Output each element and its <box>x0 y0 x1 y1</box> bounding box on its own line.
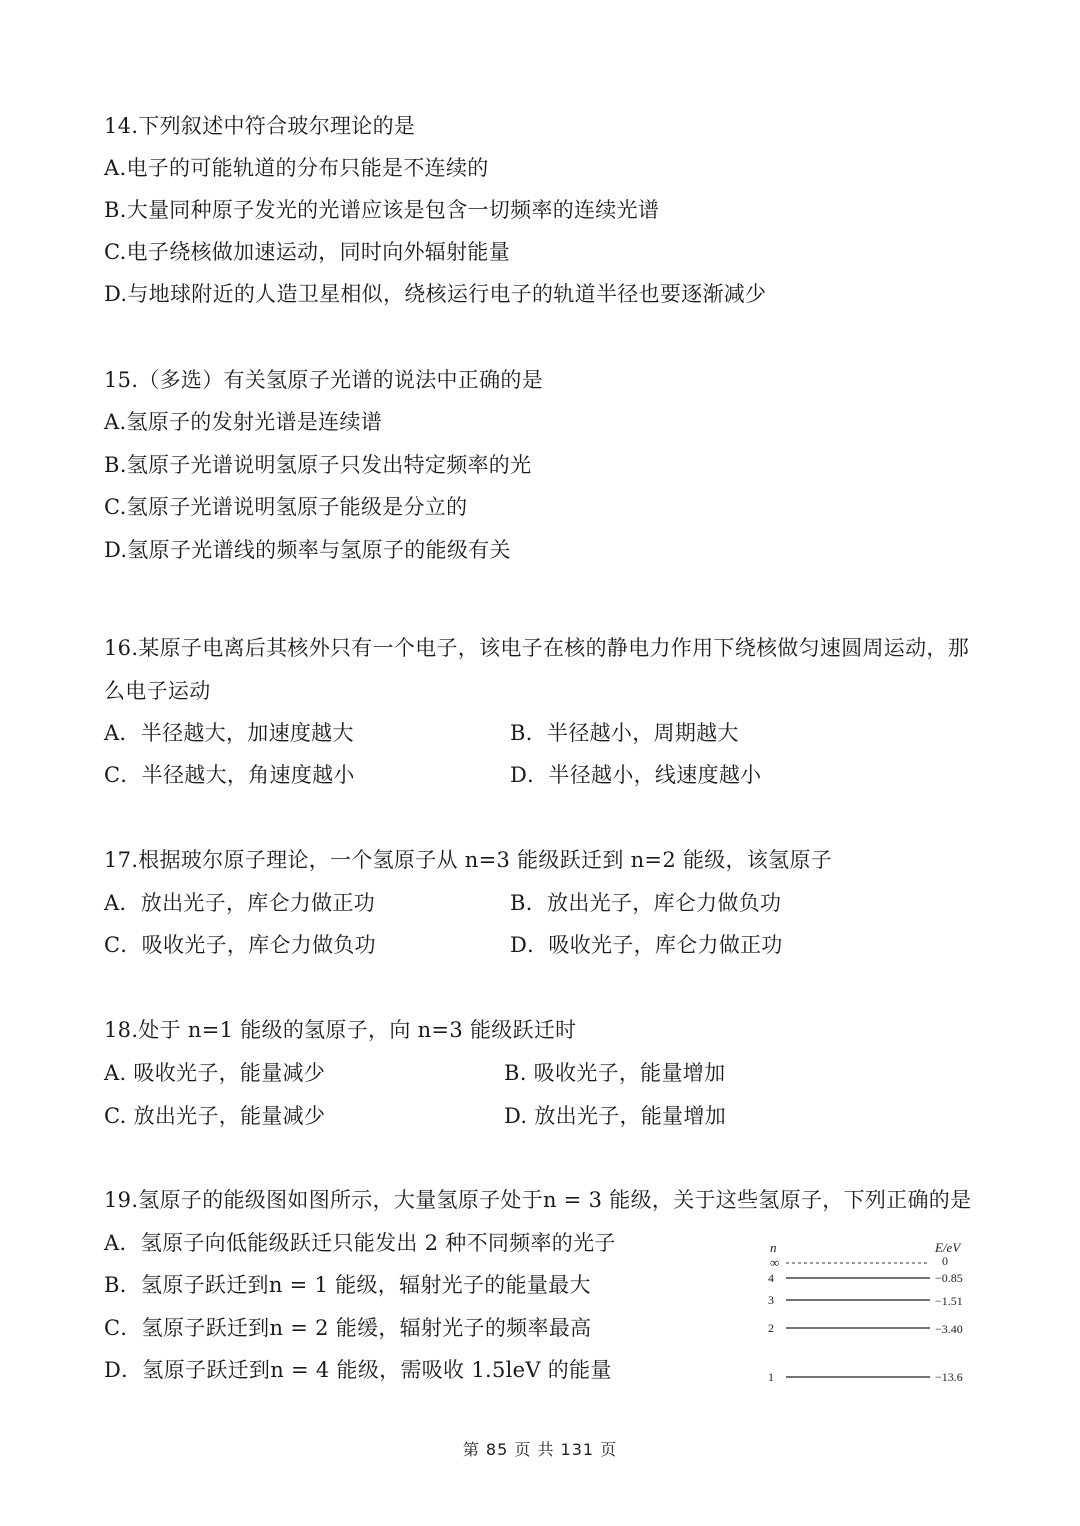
level-n-label: 4 <box>768 1271 774 1285</box>
q15-option-b: B.氢原子光谱说明氢原子只发出特定频率的光 <box>104 453 532 477</box>
level-e-label: 0 <box>942 1254 948 1268</box>
energy-level-diagram <box>760 1236 1000 1396</box>
energy-level-1 <box>768 1370 963 1384</box>
level-n-label: 2 <box>768 1321 774 1335</box>
energy-level-3 <box>768 1293 963 1308</box>
level-e-label: −1.51 <box>935 1294 963 1308</box>
q14-option-b: B.大量同种原子发光的光谱应该是包含一切频率的连续光谱 <box>104 198 660 222</box>
q16-option-c: C．半径越大，角速度越小 <box>104 763 355 787</box>
q19-option-b: B．氢原子跃迁到n = 1 能级，辐射光子的能量最大 <box>104 1273 591 1297</box>
q17-option-d: D．吸收光子，库仑力做正功 <box>510 933 783 957</box>
level-n-label: 1 <box>768 1370 774 1384</box>
q19-option-a: A．氢原子向低能级跃迁只能发出 2 种不同频率的光子 <box>104 1231 616 1255</box>
q16-option-b: B．半径越小，周期越大 <box>510 721 739 745</box>
q18-stem: 18.处于 n=1 能级的氢原子，向 n=3 能级跃迁时 <box>104 1018 577 1042</box>
diagram-e-header: E/eV <box>935 1240 961 1255</box>
q17-stem: 17.根据玻尔原子理论，一个氢原子从 n=3 能级跃迁到 n=2 能级，该氢原子 <box>104 848 833 872</box>
q14-option-a: A.电子的可能轨道的分布只能是不连续的 <box>104 156 489 180</box>
q19-option-d: D．氢原子跃迁到n = 4 能级，需吸收 1.5leV 的能量 <box>104 1358 612 1382</box>
energy-level-2 <box>768 1321 963 1336</box>
level-n-label: ∞ <box>770 1255 780 1270</box>
level-e-label: −13.6 <box>935 1370 963 1384</box>
q15-option-c: C.氢原子光谱说明氢原子能级是分立的 <box>104 495 468 519</box>
q15-option-a: A.氢原子的发射光谱是连续谱 <box>104 410 383 434</box>
q16-stem-line2: 么电子运动 <box>104 679 211 703</box>
q15-option-d: D.氢原子光谱线的频率与氢原子的能级有关 <box>104 538 511 562</box>
level-e-label: −3.40 <box>935 1322 963 1336</box>
energy-level-4 <box>768 1271 963 1285</box>
q18-option-d: D. 放出光子，能量增加 <box>504 1104 727 1128</box>
q16-option-a: A．半径越大，加速度越大 <box>104 721 354 745</box>
q18-option-b: B. 吸收光子，能量增加 <box>504 1061 726 1085</box>
q17-option-a: A．放出光子，库仑力做正功 <box>104 891 376 915</box>
level-e-label: −0.85 <box>935 1271 963 1285</box>
level-n-label: 3 <box>768 1293 774 1307</box>
q19-stem: 19.氢原子的能级图如图所示，大量氢原子处于n = 3 能级，关于这些氢原子，下列正确的是 <box>104 1188 972 1212</box>
q14-option-c: C.电子绕核做加速运动，同时向外辐射能量 <box>104 240 510 264</box>
q17-option-c: C．吸收光子，库仑力做负功 <box>104 933 376 957</box>
diagram-n-header: n <box>770 1240 777 1255</box>
page-footer: 第 85 页 共 131 页 <box>462 1440 618 1459</box>
q14-option-d: D.与地球附近的人造卫星相似，绕核运行电子的轨道半径也要逐渐减少 <box>104 282 767 306</box>
q18-option-a: A. 吸收光子，能量减少 <box>104 1061 326 1085</box>
q19-option-c: C．氢原子跃迁到n = 2 能缓，辐射光子的频率最高 <box>104 1316 592 1340</box>
q16-stem-line1: 16.某原子电离后其核外只有一个电子，该电子在核的静电力作用下绕核做匀速圆周运动，那 <box>104 636 969 660</box>
q16-option-d: D．半径越小，线速度越小 <box>510 763 762 787</box>
q15-stem: 15.（多选）有关氢原子光谱的说法中正确的是 <box>104 368 543 392</box>
q17-option-b: B．放出光子，库仑力做负功 <box>510 891 782 915</box>
q14-stem: 14.下列叙述中符合玻尔理论的是 <box>104 114 416 138</box>
q18-option-c: C. 放出光子，能量减少 <box>104 1104 326 1128</box>
energy-level-inf <box>770 1254 948 1270</box>
